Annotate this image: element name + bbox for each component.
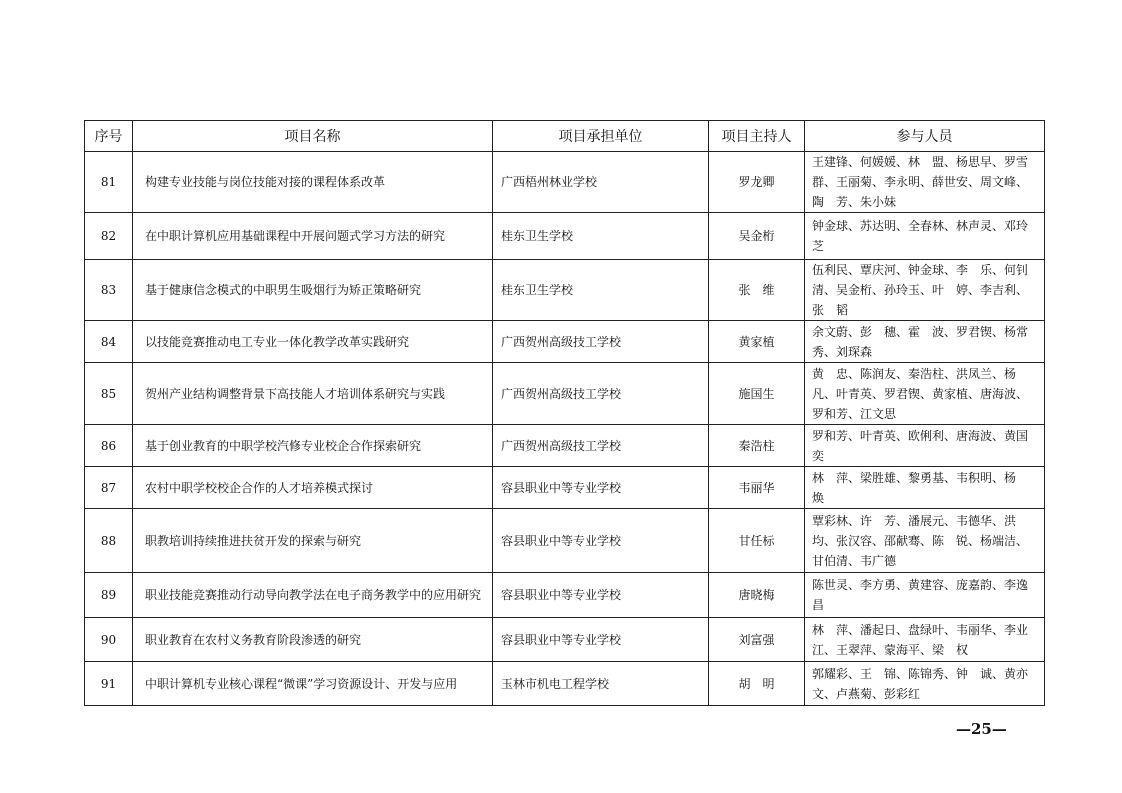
cell-serial-number: 86 <box>85 425 133 467</box>
cell-undertaking-unit: 广西贺州高级技工学校 <box>493 321 709 363</box>
cell-project-host: 罗龙卿 <box>709 152 805 213</box>
table-row <box>85 152 1045 213</box>
cell-undertaking-unit: 桂东卫生学校 <box>493 213 709 260</box>
cell-participants: 林 萍、潘起日、盘绿叶、韦丽华、李业江、王翠萍、蒙海平、梁 权 <box>805 618 1045 662</box>
table-row <box>85 467 1045 509</box>
cell-undertaking-unit: 容县职业中等专业学校 <box>493 573 709 618</box>
cell-project-host: 吴金桁 <box>709 213 805 260</box>
project-table <box>84 120 1045 706</box>
cell-serial-number: 90 <box>85 618 133 662</box>
cell-undertaking-unit: 容县职业中等专业学校 <box>493 509 709 573</box>
cell-project-name: 在中职计算机应用基础课程中开展问题式学习方法的研究 <box>133 213 493 260</box>
cell-undertaking-unit: 容县职业中等专业学校 <box>493 467 709 509</box>
table-header-row <box>85 121 1045 152</box>
header-undertaking-unit: 项目承担单位 <box>493 121 709 152</box>
cell-undertaking-unit: 玉林市机电工程学校 <box>493 662 709 706</box>
cell-project-host: 秦浩柱 <box>709 425 805 467</box>
cell-serial-number: 85 <box>85 363 133 425</box>
header-project-name: 项目名称 <box>133 121 493 152</box>
table-row <box>85 363 1045 425</box>
cell-project-host: 施国生 <box>709 363 805 425</box>
cell-project-name: 职业教育在农村义务教育阶段渗透的研究 <box>133 618 493 662</box>
table-row <box>85 425 1045 467</box>
cell-serial-number: 88 <box>85 509 133 573</box>
cell-project-host: 胡 明 <box>709 662 805 706</box>
cell-participants: 林 萍、梁胜雄、黎勇基、韦积明、杨 焕 <box>805 467 1045 509</box>
cell-undertaking-unit: 容县职业中等专业学校 <box>493 618 709 662</box>
table-row <box>85 662 1045 706</box>
cell-participants: 陈世灵、李方勇、黄建容、庞嘉韵、李逸昌 <box>805 573 1045 618</box>
cell-project-name: 中职计算机专业核心课程“微课”学习资源设计、开发与应用 <box>133 662 493 706</box>
table-row <box>85 573 1045 618</box>
cell-project-host: 黄家植 <box>709 321 805 363</box>
cell-project-name: 以技能竞赛推动电工专业一体化教学改革实践研究 <box>133 321 493 363</box>
cell-undertaking-unit: 桂东卫生学校 <box>493 260 709 321</box>
cell-serial-number: 83 <box>85 260 133 321</box>
cell-project-name: 职业技能竞赛推动行动导向教学法在电子商务教学中的应用研究 <box>133 573 493 618</box>
cell-serial-number: 89 <box>85 573 133 618</box>
table-row <box>85 509 1045 573</box>
cell-undertaking-unit: 广西贺州高级技工学校 <box>493 363 709 425</box>
cell-participants: 郭耀彩、王 锦、陈锦秀、钟 诚、黄亦文、卢燕菊、彭彩红 <box>805 662 1045 706</box>
cell-project-host: 甘任标 <box>709 509 805 573</box>
table-row <box>85 321 1045 363</box>
cell-project-name: 基于健康信念模式的中职男生吸烟行为矫正策略研究 <box>133 260 493 321</box>
page-number: —25— <box>956 720 1007 738</box>
cell-participants: 伍利民、覃庆河、钟金球、李 乐、何钊清、吴金桁、孙玲玉、叶 婷、李吉利、张 韬 <box>805 260 1045 321</box>
header-project-host: 项目主持人 <box>709 121 805 152</box>
cell-serial-number: 91 <box>85 662 133 706</box>
cell-serial-number: 84 <box>85 321 133 363</box>
cell-serial-number: 81 <box>85 152 133 213</box>
table-row <box>85 213 1045 260</box>
cell-participants: 覃彩林、许 芳、潘展元、韦德华、洪 均、张汉容、邵献骞、陈 锐、杨端洁、甘伯清、韦广德 <box>805 509 1045 573</box>
cell-project-name: 基于创业教育的中职学校汽修专业校企合作探索研究 <box>133 425 493 467</box>
cell-project-name: 农村中职学校校企合作的人才培养模式探讨 <box>133 467 493 509</box>
table-row <box>85 260 1045 321</box>
cell-undertaking-unit: 广西梧州林业学校 <box>493 152 709 213</box>
cell-project-host: 唐晓梅 <box>709 573 805 618</box>
cell-serial-number: 87 <box>85 467 133 509</box>
cell-participants: 余文蔚、彭 穗、霍 波、罗君锲、杨常秀、刘琛森 <box>805 321 1045 363</box>
cell-project-host: 韦丽华 <box>709 467 805 509</box>
table-row <box>85 618 1045 662</box>
cell-serial-number: 82 <box>85 213 133 260</box>
cell-participants: 钟金球、苏达明、全春林、林声灵、邓玲芝 <box>805 213 1045 260</box>
cell-project-name: 职教培训持续推进扶贫开发的探索与研究 <box>133 509 493 573</box>
cell-undertaking-unit: 广西贺州高级技工学校 <box>493 425 709 467</box>
header-serial-number: 序号 <box>85 121 133 152</box>
cell-project-host: 张 维 <box>709 260 805 321</box>
cell-participants: 黄 忠、陈润友、秦浩柱、洪凤兰、杨 凡、叶青英、罗君锲、黄家植、唐海波、罗和芳、江文思 <box>805 363 1045 425</box>
cell-project-name: 构建专业技能与岗位技能对接的课程体系改革 <box>133 152 493 213</box>
header-participants: 参与人员 <box>805 121 1045 152</box>
cell-project-name: 贺州产业结构调整背景下高技能人才培训体系研究与实践 <box>133 363 493 425</box>
cell-participants: 王建锋、何媛媛、林 盟、杨思早、罗雪群、王丽菊、李永明、薛世安、周文峰、陶 芳、朱小妹 <box>805 152 1045 213</box>
cell-participants: 罗和芳、叶青英、欧俐利、唐海波、黄国奕 <box>805 425 1045 467</box>
cell-project-host: 刘富强 <box>709 618 805 662</box>
